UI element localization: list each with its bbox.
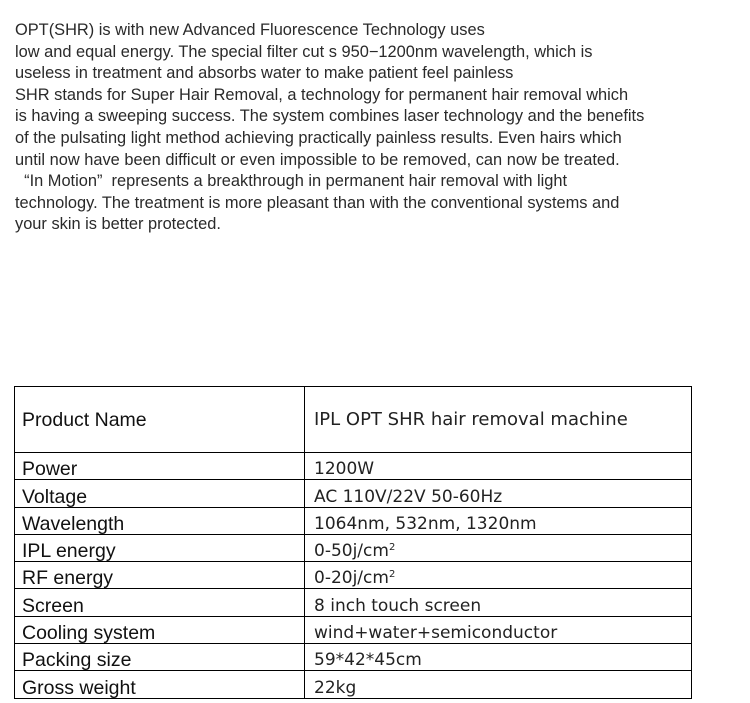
spec-value-text: 8 inch touch screen — [314, 595, 482, 616]
spec-label: RF energy — [15, 562, 305, 589]
spec-label: Voltage — [15, 480, 305, 507]
spec-value — [305, 507, 692, 534]
spec-value-text: AC 110V/22V 50-60Hz — [314, 486, 503, 507]
intro-line: useless in treatment and absorbs water to make patient feel painless — [15, 64, 514, 83]
spec-value — [305, 589, 692, 616]
spec-row — [15, 671, 692, 698]
intro-line: SHR stands for Super Hair Removal, a technology for permanent hair removal which — [15, 85, 629, 104]
spec-value-text: 22kg — [314, 677, 357, 698]
spec-value — [305, 534, 692, 561]
spec-value — [305, 480, 692, 507]
spec-label: Cooling system — [15, 616, 305, 643]
spec-label: IPL energy — [15, 534, 305, 561]
spec-value — [305, 616, 692, 643]
spec-value — [305, 562, 692, 589]
spec-label: Power — [15, 453, 305, 480]
spec-label: Wavelength — [15, 507, 305, 534]
spec-row — [15, 507, 692, 534]
spec-header-row — [15, 387, 692, 453]
spec-value-text: 1200W — [314, 459, 375, 480]
spec-table — [14, 386, 692, 699]
spec-row — [15, 562, 692, 589]
intro-paragraph — [15, 20, 740, 236]
spec-value — [305, 453, 692, 480]
spec-row — [15, 589, 692, 616]
superscript: 2 — [388, 542, 396, 554]
spec-row — [15, 534, 692, 561]
intro-line: OPT(SHR) is with new Advanced Fluorescence Technology uses — [15, 21, 485, 39]
spec-value-text: 59*42*45cm — [314, 650, 422, 671]
intro-line: your skin is better protected. — [15, 215, 221, 234]
spec-header-label: Product Name — [15, 387, 305, 453]
intro-line: “In Motion” represents a breakthrough in permanent hair removal with light — [15, 172, 568, 191]
spec-row — [15, 644, 692, 671]
superscript: 2 — [388, 569, 396, 581]
spec-label: Gross weight — [15, 671, 305, 698]
intro-line: of the pulsating light method achieving practically painless results. Even hairs which — [15, 128, 622, 147]
intro-line: low and equal energy. The special filter cut s 950−1200nm wavelength, which is — [15, 42, 593, 61]
spec-row — [15, 616, 692, 643]
spec-label: Packing size — [15, 644, 305, 671]
spec-label: Screen — [15, 589, 305, 616]
spec-value-text: 0-20j/cm — [314, 568, 389, 589]
intro-line: technology. The treatment is more pleasant than with the conventional systems and — [15, 193, 620, 212]
spec-value-text: 1064nm, 532nm, 1320nm — [314, 513, 537, 534]
spec-value-text: 0-50j/cm — [314, 541, 389, 562]
spec-value — [305, 671, 692, 698]
intro-line: is having a sweeping success. The system combines laser technology and the benefits — [15, 107, 645, 126]
spec-row — [15, 480, 692, 507]
spec-header-value: IPL OPT SHR hair removal machine — [305, 387, 692, 453]
intro-line: until now have been difficult or even impossible to be removed, can now be treated. — [15, 150, 620, 169]
spec-value-text: wind+water+semiconductor — [314, 623, 558, 644]
spec-row — [15, 453, 692, 480]
spec-value — [305, 644, 692, 671]
